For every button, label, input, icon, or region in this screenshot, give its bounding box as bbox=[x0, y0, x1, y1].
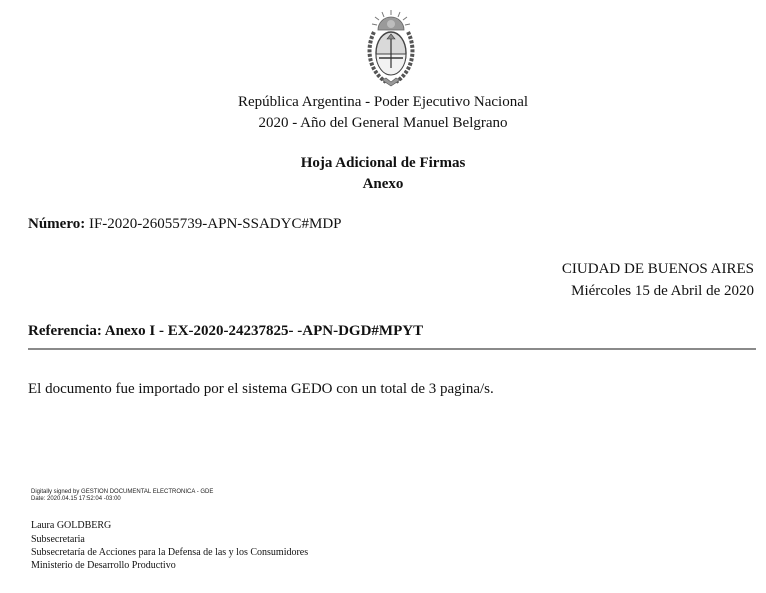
body-text: El documento fue importado por el sistema GEDO con un total de 3 pagina/s. bbox=[28, 381, 494, 397]
divider bbox=[28, 348, 756, 350]
header-line-1: República Argentina - Poder Ejecutivo Nacional bbox=[237, 94, 529, 110]
signer-position: Subsecretaria bbox=[31, 534, 85, 545]
city: CIUDAD DE BUENOS AIRES bbox=[561, 261, 754, 277]
signer-ministry: Ministerio de Desarrollo Productivo bbox=[31, 560, 176, 571]
numero-value: IF-2020-26055739-APN-SSADYC#MDP bbox=[88, 216, 342, 232]
signer-office: Subsecretaría de Acciones para la Defensa de las y los Consumidores bbox=[31, 547, 309, 558]
numero-line bbox=[28, 215, 342, 233]
signer-name: Laura GOLDBERG bbox=[31, 520, 112, 531]
numero-label: Número: bbox=[28, 216, 86, 232]
digital-signature-date: Date: 2020.04.15 17:52:04 -03:00 bbox=[31, 496, 121, 502]
argentina-coat-of-arms-icon bbox=[364, 8, 418, 88]
digital-signature-line-1: Digitally signed by GESTION DOCUMENTAL ELECTRONICA - GDE bbox=[31, 489, 214, 495]
header-line-2: 2020 - Año del General Manuel Belgrano bbox=[258, 115, 508, 131]
document-title: Hoja Adicional de Firmas bbox=[300, 155, 466, 171]
document-subtitle: Anexo bbox=[362, 176, 404, 192]
date: Miércoles 15 de Abril de 2020 bbox=[571, 283, 754, 299]
referencia-line: Referencia: Anexo I - EX-2020-24237825- -APN-DGD#MPYT bbox=[28, 323, 424, 339]
